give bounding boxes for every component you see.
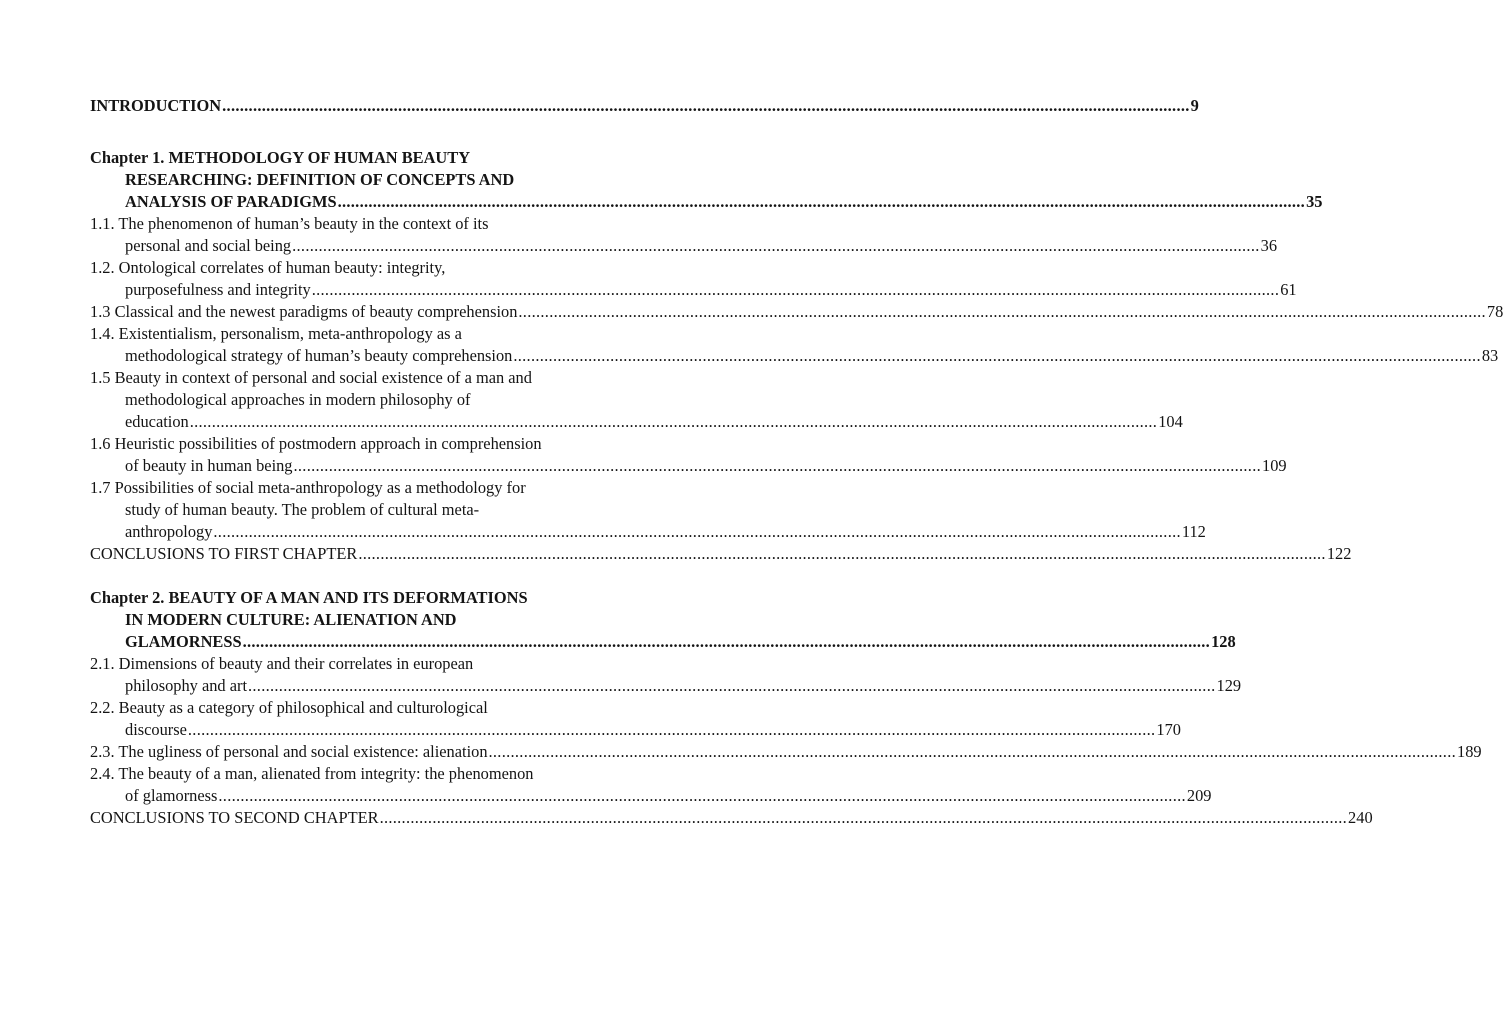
dot-leader: ............................................................................................................................................................................................................................	[292, 236, 1260, 255]
toc-line	[90, 411, 1183, 433]
dot-leader: ............................................................................................................................................................................................................................	[213, 522, 1181, 541]
toc-entry-title: 1.5 Beauty in context of personal and social existence of a man and	[90, 368, 532, 387]
toc-page-number: 112	[1181, 522, 1206, 541]
dot-leader: ............................................................................................................................................................................................................................	[518, 302, 1486, 321]
toc-page-number: 9	[1190, 96, 1199, 115]
toc-entry-introduction	[90, 95, 1199, 117]
toc-line	[90, 301, 1503, 323]
toc-line	[90, 345, 1499, 367]
toc-entry-title: methodological approaches in modern philosophy of	[125, 390, 471, 409]
toc-entry-title: anthropology	[125, 522, 213, 541]
toc-line	[90, 367, 623, 389]
toc-entry-1-2	[90, 257, 1297, 301]
toc-line	[90, 455, 1287, 477]
toc-page-number: 128	[1211, 632, 1236, 651]
toc-line	[90, 741, 1482, 763]
toc-line	[90, 697, 623, 719]
dot-leader: ............................................................................................................................................................................................................................	[187, 720, 1156, 739]
toc-line	[90, 213, 623, 235]
toc-line	[90, 147, 623, 169]
dot-leader: ............................................................................................................................................................................................................................	[293, 456, 1261, 475]
toc-line	[90, 653, 623, 675]
toc-entry-title: methodological strategy of human’s beauty comprehension	[125, 346, 513, 365]
dot-leader: ............................................................................................................................................................................................................................	[189, 412, 1158, 431]
dot-leader: ............................................................................................................................................................................................................................	[358, 544, 1326, 563]
toc-line	[90, 477, 623, 499]
toc-line	[90, 433, 623, 455]
toc-entry-title: purposefulness and integrity	[125, 280, 311, 299]
toc-line	[90, 169, 623, 191]
toc-line	[90, 631, 1236, 653]
toc-entry-title: 2.2. Beauty as a category of philosophical and culturological	[90, 698, 488, 717]
toc-line	[90, 499, 623, 521]
toc-page-number: 104	[1158, 412, 1183, 431]
toc-line	[90, 257, 623, 279]
toc-line	[90, 191, 1323, 213]
toc-page-number: 170	[1156, 720, 1181, 739]
toc-page-number: 109	[1262, 456, 1287, 475]
toc-line	[90, 785, 1212, 807]
toc-entry-1-1	[90, 213, 1278, 257]
toc-line	[90, 235, 1278, 257]
toc-line	[90, 279, 1297, 301]
toc-line	[90, 543, 1352, 565]
toc-page-number: 240	[1348, 808, 1373, 827]
toc-page-number: 129	[1216, 676, 1242, 695]
toc-line	[90, 521, 1206, 543]
toc-chapter-1-heading	[90, 147, 1323, 213]
toc-entry-2-1	[90, 653, 1242, 697]
dot-leader: ............................................................................................................................................................................................................................	[311, 280, 1280, 299]
toc-page-number: 78	[1486, 302, 1503, 321]
toc-line	[90, 609, 623, 631]
toc-entry-1-3	[90, 301, 1503, 323]
toc-entry-title: 1.4. Existentialism, personalism, meta-anthropology as a	[90, 324, 462, 343]
toc-entry-title: 2.1. Dimensions of beauty and their correlates in european	[90, 654, 474, 673]
toc-entry-title: 1.3 Classical and the newest paradigms of beauty comprehension	[90, 302, 518, 321]
toc-page-number: 61	[1280, 280, 1297, 299]
toc-line	[90, 323, 623, 345]
toc-page-number: 122	[1326, 544, 1352, 563]
toc-entry-2-4	[90, 763, 1212, 807]
toc-entry-title: philosophy and art	[125, 676, 248, 695]
toc-entry-1-5	[90, 367, 1183, 433]
toc-entry-title: 1.2. Ontological correlates of human beauty: integrity,	[90, 258, 446, 277]
toc-entry-2-3	[90, 741, 1482, 763]
chapter-title-line: Chapter 2. BEAUTY OF A MAN AND ITS DEFORMATIONS	[90, 588, 528, 607]
toc-line	[90, 675, 1242, 697]
toc-chapter-2-heading	[90, 587, 1236, 653]
toc-entry-title: education	[125, 412, 189, 431]
toc-page-number: 35	[1306, 192, 1323, 211]
toc-page-number: 83	[1481, 346, 1499, 365]
toc-entry-title: study of human beauty. The problem of cultural meta-	[125, 500, 480, 519]
toc-line	[90, 587, 623, 609]
toc-entry-1-6	[90, 433, 1287, 477]
toc-line	[90, 389, 623, 411]
chapter-title-line: RESEARCHING: DEFINITION OF CONCEPTS AND	[125, 170, 515, 189]
toc-line	[90, 719, 1181, 741]
table-of-contents	[90, 95, 1503, 829]
dot-leader: ............................................................................................................................................................................................................................	[218, 786, 1186, 805]
toc-page-number: 36	[1260, 236, 1278, 255]
toc-line	[90, 763, 623, 785]
toc-entry-2-2	[90, 697, 1181, 741]
toc-entry-title: 2.4. The beauty of a man, alienated from integrity: the phenomenon	[90, 764, 534, 783]
chapter-title-line: Chapter 1. METHODOLOGY OF HUMAN BEAUTY	[90, 148, 471, 167]
toc-entry-title: 2.3. The ugliness of personal and social existence: alienation	[90, 742, 488, 761]
toc-entry-title: discourse	[125, 720, 187, 739]
toc-entry-title: 1.1. The phenomenon of human’s beauty in the context of its	[90, 214, 489, 233]
toc-entry-title: 1.6 Heuristic possibilities of postmodern approach in comprehension	[90, 434, 542, 453]
toc-entry-title: CONCLUSIONS TO FIRST CHAPTER	[90, 544, 358, 563]
toc-entry-1-7	[90, 477, 1206, 543]
chapter-title-line: IN MODERN CULTURE: ALIENATION AND	[125, 610, 457, 629]
chapter-title-line: ANALYSIS OF PARADIGMS	[125, 192, 337, 211]
dot-leader: ............................................................................................................................................................................................................................	[488, 742, 1456, 761]
toc-page-number: 189	[1457, 742, 1482, 761]
toc-page-number: 209	[1186, 786, 1212, 805]
dot-leader: ............................................................................................................................................................................................................................	[379, 808, 1348, 827]
toc-entry-title: INTRODUCTION	[90, 96, 222, 115]
toc-entry-conclusions-second	[90, 807, 1373, 829]
dot-leader: ............................................................................................................................................................................................................................	[242, 632, 1211, 651]
dot-leader: ............................................................................................................................................................................................................................	[337, 192, 1306, 211]
toc-line	[90, 95, 1199, 117]
dot-leader: ............................................................................................................................................................................................................................	[222, 96, 1190, 115]
toc-entry-conclusions-first	[90, 543, 1352, 565]
toc-entry-title: of glamorness	[125, 786, 218, 805]
toc-line	[90, 807, 1373, 829]
dot-leader: ............................................................................................................................................................................................................................	[513, 346, 1481, 365]
toc-entry-1-4	[90, 323, 1499, 367]
toc-entry-title: 1.7 Possibilities of social meta-anthropology as a methodology for	[90, 478, 526, 497]
toc-entry-title: CONCLUSIONS TO SECOND CHAPTER	[90, 808, 379, 827]
toc-entry-title: personal and social being	[125, 236, 292, 255]
toc-entry-title: of beauty in human being	[125, 456, 293, 475]
dot-leader: ............................................................................................................................................................................................................................	[248, 676, 1216, 695]
chapter-title-line: GLAMORNESS	[125, 632, 242, 651]
